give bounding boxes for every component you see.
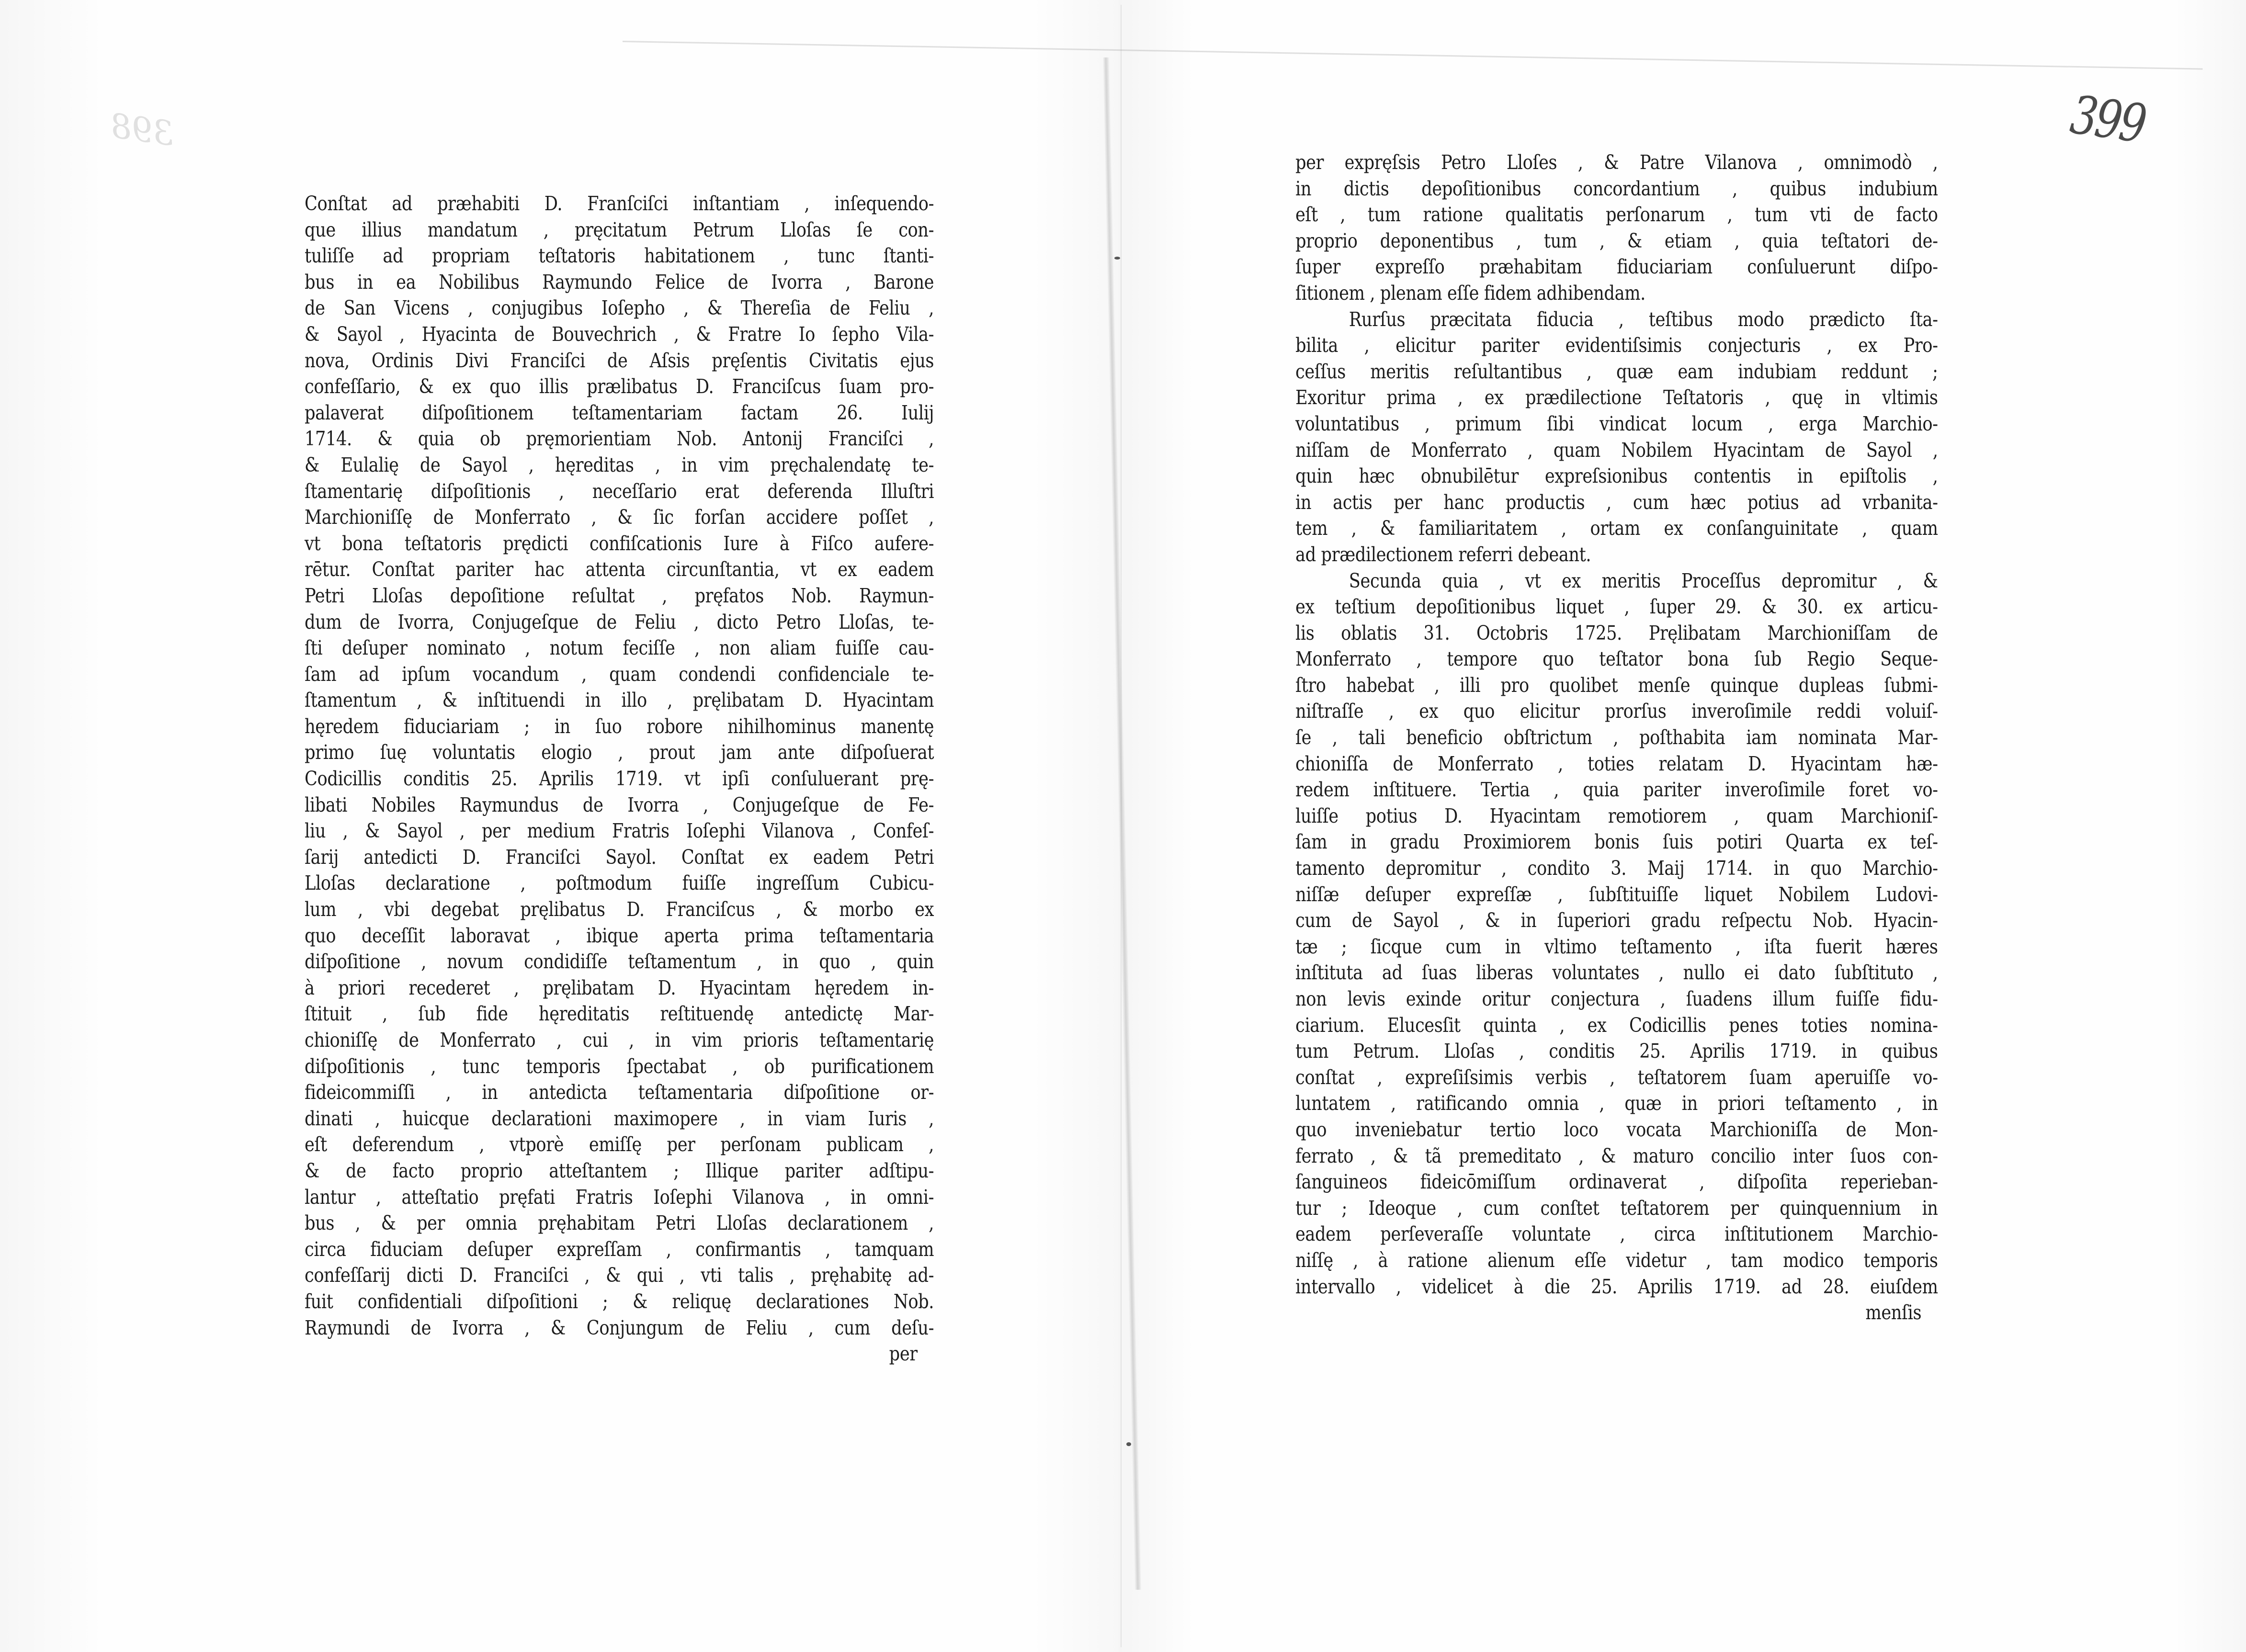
text-line: confeſſario, & ex quo illis prælibatus D. Franciſcus ſuam pro-: [305, 375, 934, 398]
text-line: & Eulalię de Sayol , hęreditas , in vim pręchalendatę te-: [305, 453, 934, 476]
text-line: fideicommiſſi , in antedicta teſtamentaria diſpoſitione or-: [305, 1081, 934, 1104]
text-line: bus , & per omnia pręhabitam Petri Lloſas declarationem ,: [305, 1211, 934, 1235]
text-line: dum de Ivorra, Conjugeſque de Feliu , dicto Petro Lloſas, te-: [305, 610, 934, 634]
text-line: tæ ; ſicque cum in vltimo teſtamento , iſta fuerit hæres: [1295, 935, 1938, 958]
text-line: eſt deferendum , vtporè emiſſę per perſonam publicam ,: [305, 1133, 934, 1156]
left-page-text: [305, 191, 934, 1367]
bleed-through-folio: 398: [107, 106, 177, 154]
text-line: primo ſuę voluntatis elogio , prout jam ante diſpoſuerat: [305, 741, 934, 764]
text-line: voluntatibus , primum ſibi vindicat locum , erga Marchio-: [1295, 412, 1938, 435]
text-line: Exoritur prima , ex prædilectione Teſtatoris , quę in vltimis: [1295, 386, 1938, 409]
text-line: proprio deponentibus , tum , & etiam , quia teſtatori de-: [1295, 229, 1938, 252]
text-line: circa fiduciam deſuper expreſſam , confirmantis , tamquam: [305, 1237, 934, 1261]
text-line: tum Petrum. Lloſas , conditis 25. Aprilis 1719. in quibus: [1295, 1040, 1938, 1063]
text-line: non levis exinde oritur conjectura , ſuadens illum fuiſſe fidu-: [1295, 987, 1938, 1010]
text-line: quin hæc obnubilētur expreſsionibus contentis in epiſtolis ,: [1295, 464, 1938, 488]
text-line: in dictis depoſitionibus concordantium , quibus indubium: [1295, 177, 1938, 200]
text-line: ſuper expreſſo præhabitam fiduciariam conſuluerunt diſpo-: [1295, 255, 1938, 279]
text-line: redem inſtituere. Tertia , quia pariter inveroſimile foret vo-: [1295, 778, 1938, 802]
text-line: per expręſsis Petro Lloſes , & Patre Vilanova , omnimodò ,: [1295, 151, 1938, 174]
text-line: luntatem , ratificando omnia , quæ in priori teſtamento , in: [1295, 1092, 1938, 1115]
text-line: 1714. & quia ob pręmorientiam Nob. Antonij Franciſci ,: [305, 427, 934, 451]
text-line: intervallo , videlicet à die 25. Aprilis 1719. ad 28. eiuſdem: [1295, 1275, 1938, 1298]
text-line: & Sayol , Hyacinta de Bouvechrich , & Fratre Io ſepho Vila-: [305, 322, 934, 346]
text-line: ſam ad ipſum vocandum , quam condendi confidenciale te-: [305, 662, 934, 686]
text-line: liu , & Sayol , per medium Fratris Ioſephi Vilanova , Confeſ-: [305, 819, 934, 843]
text-line: tem , & familiaritatem , ortam ex conſanguinitate , quam: [1295, 517, 1938, 540]
text-line: Rurſus præcitata fiducia , teſtibus modo prædicto ſta-: [1349, 307, 1938, 331]
text-line: ſanguineos fideicōmiſſum ordinaverat , diſpoſita reperieban-: [1295, 1170, 1938, 1194]
text-line: lantur , atteſtatio pręfati Fratris Ioſephi Vilanova , in omni-: [305, 1185, 934, 1209]
text-line: conſtat , expreſiſsimis verbis , teſtatorem ſuam aperuiſſe vo-: [1295, 1065, 1938, 1089]
text-line: niſſam de Monferrato , quam Nobilem Hyacintam de Sayol ,: [1295, 438, 1938, 462]
text-line: niſtraſſe , ex quo elicitur prorſus inveroſimile reddi voluiſ-: [1295, 700, 1938, 723]
right-page-text: [1295, 149, 1938, 1326]
text-line: Lloſas declaratione , poſtmodum fuiſſe ingreſſum Cubicu-: [305, 871, 934, 895]
text-line: de San Vicens , conjugibus Ioſepho , & Thereſia de Feliu ,: [305, 296, 934, 320]
text-line: inſtituta ad ſuas liberas voluntates , nullo ei dato ſubſtituto ,: [1295, 961, 1938, 984]
folio-number: 399: [2067, 83, 2148, 155]
text-line: lis oblatis 31. Octobris 1725. Pręlibatam Marchioniſſam de: [1295, 621, 1938, 645]
text-line: lum , vbi degebat pręlibatus D. Franciſcus , & morbo ex: [305, 898, 934, 921]
text-line: & de facto proprio atteſtantem ; Illique pariter adſtipu-: [305, 1159, 934, 1182]
text-line: bilita , elicitur pariter evidentiſsimis conjecturis , ex Pro-: [1295, 334, 1938, 357]
text-line: eadem perſeveraſſe voluntate , circa inſtitutionem Marchio-: [1295, 1222, 1938, 1246]
text-line: confeſſarij dicti D. Franciſci , & qui , vti talis , pręhabitę ad-: [305, 1264, 934, 1287]
text-line: que illius mandatum , pręcitatum Petrum Lloſas ſe con-: [305, 218, 934, 241]
text-line: hęredem fiduciariam ; in ſuo robore nihilhominus manentę: [305, 714, 934, 738]
text-line: niſſę , à ratione alienum eſſe videtur , tam modico temporis: [1295, 1248, 1938, 1272]
text-line: quo inveniebatur tertio loco vocata Marchioniſſa de Mon-: [1295, 1118, 1938, 1141]
text-line: fuit confidentiali diſpoſitioni ; & reliquę declarationes Nob.: [305, 1290, 934, 1313]
text-line: tur ; Ideoque , cum conſtet teſtatorem per quinquennium in: [1295, 1196, 1938, 1220]
text-line: diſpoſitionis , tunc temporis ſpectabat , ob purificationem: [305, 1054, 934, 1078]
text-line: ſe , tali beneficio obſtrictum , poſthabita iam nominata Mar-: [1295, 726, 1938, 749]
text-line: Petri Lloſas depoſitione reſultat , pręfatos Nob. Raymun-: [305, 584, 934, 607]
text-line: Secunda quia , vt ex meritis Proceſſus depromitur , &: [1349, 569, 1938, 592]
text-line: quo deceſſit laboravat , ibique aperta prima teſtamentaria: [305, 924, 934, 947]
catchword: menſis: [1865, 1301, 1922, 1324]
text-line: ferrato , & tã premeditato , & maturo concilio inter ſuos con-: [1295, 1144, 1938, 1167]
text-line: vt bona teſtatoris prędicti confiſcationis Iure à Fiſco aufere-: [305, 532, 934, 555]
text-line: ſtamentum , & inſtituendi in illo , pręlibatam D. Hyacintam: [305, 689, 934, 712]
text-line: tuliſſe ad propriam teſtatoris habitationem , tunc ſtanti-: [305, 244, 934, 268]
text-line: à priori recederet , pręlibatam D. Hyacintam hęredem in-: [305, 976, 934, 999]
text-line: ceſſus meritis reſultantibus , quæ eam indubiam reddunt ;: [1295, 360, 1938, 383]
text-line: eſt , tum ratione qualitatis perſonarum , tum vti de facto: [1295, 203, 1938, 226]
text-line: nova, Ordinis Divi Franciſci de Aſsis pręſentis Civitatis ejus: [305, 349, 934, 372]
text-line: Raymundi de Ivorra , & Conjungum de Feliu , cum deſu-: [305, 1316, 934, 1339]
text-line: Monferrato , tempore quo teſtator bona ſub Regio Seque-: [1295, 647, 1938, 671]
text-line: ſam in gradu Proximiorem bonis ſuis potiri Quarta ex teſ-: [1295, 830, 1938, 854]
text-line: ſtamentarię diſpoſitionis , neceſſario erat deferenda Illuſtri: [305, 479, 934, 503]
text-line: Marchioniſſę de Monferrato , & ſic forſan accidere poſſet ,: [305, 506, 934, 529]
text-line: tamento depromitur , condito 3. Maij 1714. in quo Marchio-: [1295, 857, 1938, 880]
text-line: ſitionem , plenam eſſe fidem adhibendam.: [1295, 281, 1645, 305]
text-line: ad prædilectionem referri debeant.: [1295, 543, 1591, 566]
text-line: libati Nobiles Raymundus de Ivorra , Conjugeſque de Fe-: [305, 793, 934, 816]
text-line: niſſæ deſuper expreſſæ , ſubſtituiſſe liquet Nobilem Ludovi-: [1295, 883, 1938, 906]
text-line: in actis per hanc productis , cum hæc potius ad vrbanita-: [1295, 490, 1938, 514]
text-line: ſtro habebat , illi pro quolibet menſe quinque dupleas ſubmi-: [1295, 673, 1938, 697]
text-line: Conſtat ad præhabiti D. Franſciſci inſtantiam , inſequendo-: [305, 192, 934, 215]
text-line: ex teſtium depoſitionibus liquet , ſuper 29. & 30. ex articu-: [1295, 595, 1938, 619]
text-line: ſarij antedicti D. Franciſci Sayol. Conſtat ex eadem Petri: [305, 845, 934, 869]
text-line: dinati , huicque declarationi maximopere , in viam Iuris ,: [305, 1107, 934, 1130]
text-line: luiſſe potius D. Hyacintam remotiorem , quam Marchioniſ-: [1295, 804, 1938, 827]
text-line: rētur. Conſtat pariter hac attenta circunſtantia, vt ex eadem: [305, 558, 934, 581]
text-line: diſpoſitione , novum condidiſſe teſtamentum , in quo , quin: [305, 950, 934, 973]
text-line: palaverat diſpoſitionem teſtamentariam factam 26. Iulij: [305, 401, 934, 424]
text-line: ſtituit , ſub fide hęreditatis reſtituendę antedictę Mar-: [305, 1002, 934, 1026]
text-line: chioniſſa de Monferrato , toties relatam D. Hyacintam hæ-: [1295, 752, 1938, 775]
text-line: chioniſſę de Monferrato , cui , in vim prioris teſtamentarię: [305, 1029, 934, 1052]
text-line: bus in ea Nobilibus Raymundo Felice de Ivorra , Barone: [305, 270, 934, 294]
text-line: ſti deſuper nominato , notum feciſſe , non aliam fuiſſe cau-: [305, 636, 934, 660]
text-line: ciarium. Elucesſit quinta , ex Codicillis penes toties nomina-: [1295, 1013, 1938, 1037]
ink-speck: [1114, 257, 1120, 260]
catchword: per: [889, 1342, 918, 1366]
ink-speck: [1126, 1442, 1131, 1446]
text-line: cum de Sayol , & in ſuperiori gradu reſpectu Nob. Hyacin-: [1295, 909, 1938, 932]
text-line: Codicillis conditis 25. Aprilis 1719. vt ipſi conſuluerant prę-: [305, 767, 934, 791]
